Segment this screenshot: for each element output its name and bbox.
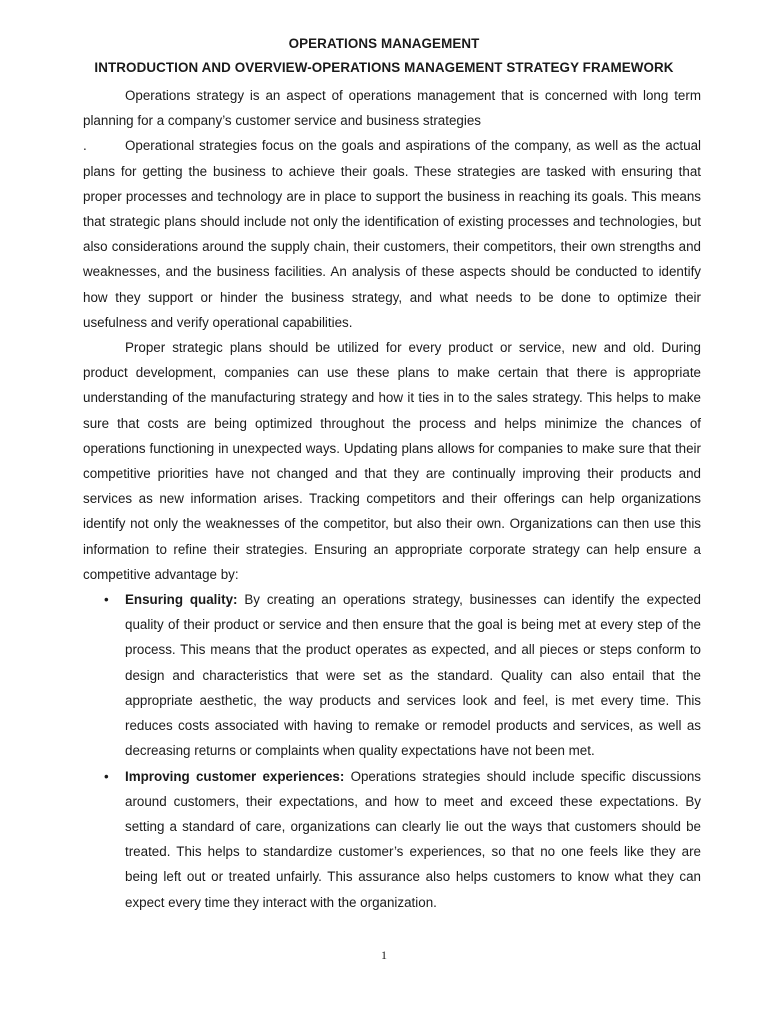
bullet-lead: Ensuring quality: (125, 592, 238, 608)
list-item (83, 764, 701, 915)
paragraph-intro: Operations strategy is an aspect of operations management that is concerned with long term planning for a company’s customer service and business strategies (83, 88, 701, 129)
bullet-icon: • (104, 592, 109, 608)
list-item (83, 587, 701, 763)
document-subtitle: INTRODUCTION AND OVERVIEW-OPERATIONS MANAGEMENT STRATEGY FRAMEWORK (94, 60, 674, 75)
paragraph-strategic-plans: Proper strategic plans should be utilized for every product or service, new and old. During product development, companies can use these plans to make certain that there is appropriate understanding of the manufacturing strategy and how it ties in to the sales strategy. This helps to make sure that costs are being optimized throughout the process and helps minimize the chances of operations functioning in unexpected ways. Updating plans allows for companies to make sure that their competitive priorities have not changed and that they are continually improving their products and services as new information arises. Tracking competitors and their offerings can help organizations identify not only the weaknesses of the competitor, but also their own. Organizations can then use this information to refine their strategies. Ensuring an appropriate corporate strategy can help ensure a competitive advantage by: (83, 340, 701, 582)
bullet-lead: Improving customer experiences: (125, 768, 345, 784)
document-body (83, 83, 701, 915)
bullet-text: By creating an operations strategy, businesses can identify the expected quality of their product or service and then ensure that the goal is being met at every step of the process. This means that the product operates as expected, and all pieces or steps conform to design and characteristics that were set as the standard. Quality can also entail that the appropriate aesthetic, the way products and services look and feel, is met every time. This reduces costs associated with having to remake or remodel products and services, as well as decreasing returns or complaints when quality expectations have not been met. (125, 592, 701, 759)
paragraph-operational-strategies: Operational strategies focus on the goals and aspirations of the company, as well as the actual plans for getting the business to achieve their goals. These strategies are tasked with ensuring that proper processes and technology are in place to support the business in reaching its goals. This means that strategic plans should include not only the identification of existing processes and technologies, but also considerations around the supply chain, their customers, their competitors, their own strengths and weaknesses, and the business facilities. An analysis of these aspects should be conducted to identify how they support or hinder the business strategy, and what needs to be done to optimize their usefulness and verify operational capabilities. (83, 138, 701, 330)
document-title: OPERATIONS MANAGEMENT (288, 36, 480, 51)
stray-period: . (83, 138, 87, 154)
bullet-text: Operations strategies should include specific discussions around customers, their expectations, and how to meet and exceed these expectations. By setting a standard of care, organizations can clearly lie out the ways that customers should be treated. This helps to standardize customer’s experiences, so that no one feels like they are being left out or treated unfairly. This assurance also helps customers to know what they can expect every time they interact with the organization. (125, 768, 702, 910)
bullet-list (83, 587, 701, 915)
page-number: 1 (381, 948, 387, 962)
bullet-icon: • (104, 768, 109, 784)
